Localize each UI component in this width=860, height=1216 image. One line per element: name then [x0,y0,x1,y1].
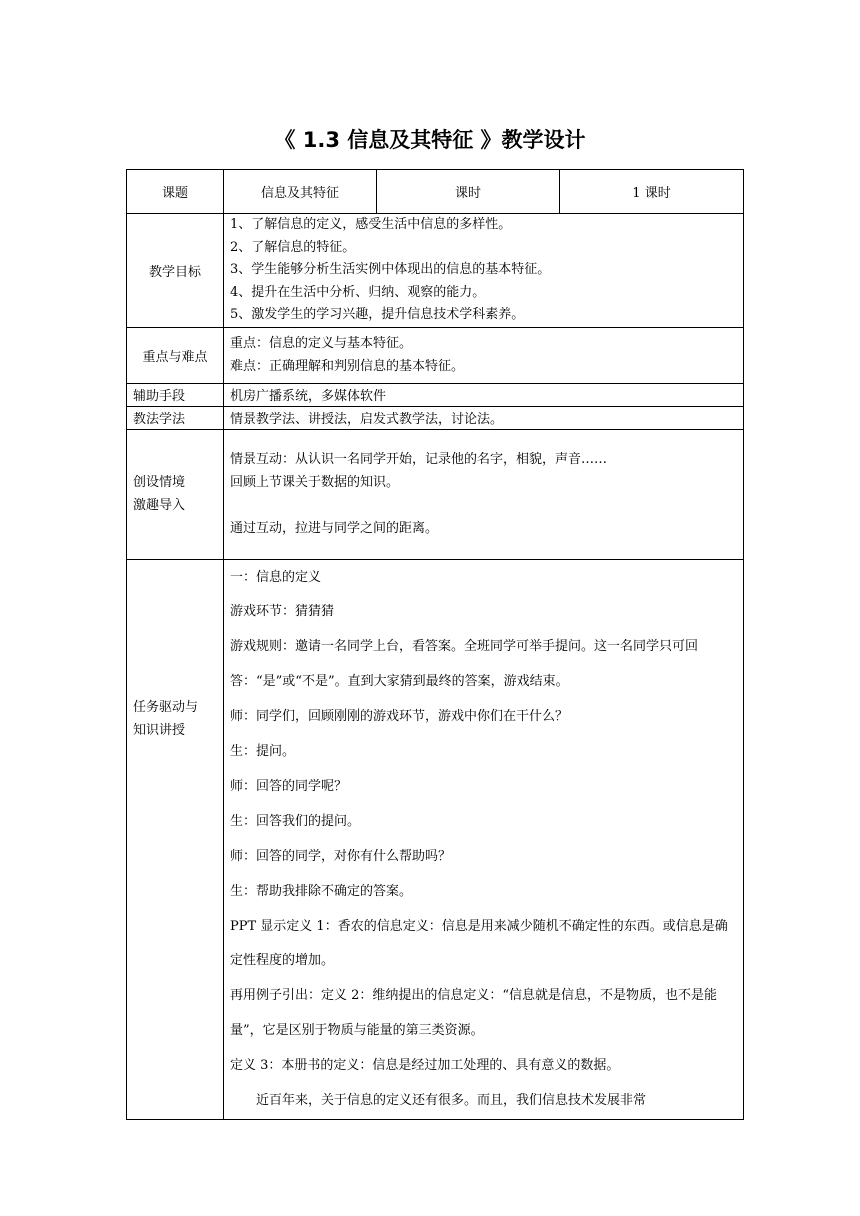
header-period-label: 课时 [377,170,560,214]
task-line: PPT 显示定义 1：香农的信息定义：信息是用来减少随机不确定性的东西。或信息是确定性程度的增加。 [230,918,728,969]
task-line: 生：提问。 [230,744,296,760]
task-line: 定义 3：本册书的定义：信息是经过加工处理的、具有意义的数据。 [230,1058,620,1074]
objective-item: 4、提升在生活中分析、归纳、观察的能力。 [230,284,486,300]
intro-line: 回顾上节课关于数据的知识。 [230,475,400,490]
aids-label: 辅助手段 [127,383,224,406]
objective-item: 2、了解信息的特征。 [230,239,356,255]
keypoint-item: 难点：正确理解和判别信息的基本特征。 [230,359,465,374]
table-row [127,214,744,328]
keypoints-label: 重点与难点 [127,327,224,383]
header-subject-label: 课题 [127,170,224,214]
objective-item: 1、了解信息的定义，感受生活中信息的多样性。 [230,217,512,232]
task-line: 一：信息的定义 [230,569,322,585]
lesson-plan-table [126,169,744,1120]
task-label-line: 知识讲授 [133,722,186,738]
task-label [127,559,224,1120]
task-line: 生：回答我们的提问。 [230,813,361,829]
task-line: 再用例子引出：定义 2：维纳提出的信息定义：“信息就是信息，不是物质，也不是能量”，它是区别于物质与能量的第三类资源。 [230,988,718,1039]
aids-value: 机房广播系统，多媒体软件 [224,383,744,406]
task-line: 生：帮助我排除不确定的答案。 [230,883,413,899]
intro-label [127,429,224,559]
methods-value: 情景教学法、讲授法，启发式教学法，讨论法。 [224,406,744,429]
task-line: 游戏环节：猜猜猜 [230,604,335,620]
task-line: 师：回答的同学呢？ [230,778,348,794]
header-subject-value: 信息及其特征 [224,170,377,214]
objectives-content [224,214,744,328]
objectives-label: 教学目标 [127,214,224,328]
intro-content [224,429,744,559]
objective-item: 3、学生能够分析生活实例中体现出的信息的基本特征。 [230,262,551,277]
task-line: 师：回答的同学，对你有什么帮助吗？ [230,848,452,864]
methods-label: 教法学法 [127,406,224,429]
table-row [127,327,744,383]
objective-item: 5、激发学生的学习兴趣，提升信息技术学科素养。 [230,307,525,322]
task-line: 近百年来，关于信息的定义还有很多。而且，我们信息技术发展非常 [256,1093,647,1109]
task-line: 师：同学们，回顾刚刚的游戏环节，游戏中你们在干什么？ [230,709,569,725]
header-period-value: 1 课时 [560,170,744,214]
intro-line: 情景互动：从认识一名同学开始，记录他的名字，相貌，声音…… [230,452,608,467]
intro-label-line: 创设情境 [133,475,186,490]
table-row [127,429,744,559]
keypoint-item: 重点：信息的定义与基本特征。 [230,336,413,351]
table-row [127,406,744,429]
intro-spacer [230,494,737,517]
table-row [127,559,744,1120]
task-content [224,559,744,1120]
table-row [127,383,744,406]
task-line: 游戏规则：邀请一名同学上台，看答案。全班同学可举手提问。这一名同学只可回答：“是”或“不是”。直到大家猜到最终的答案，游戏结束。 [230,639,699,690]
intro-label-line: 激趣导入 [133,498,186,513]
intro-line: 通过互动，拉进与同学之间的距离。 [230,521,439,536]
keypoints-content [224,327,744,383]
table-row [127,170,744,214]
task-label-line: 任务驱动与 [133,699,199,715]
page-title: 《 1.3 信息及其特征 》教学设计 [274,128,586,152]
